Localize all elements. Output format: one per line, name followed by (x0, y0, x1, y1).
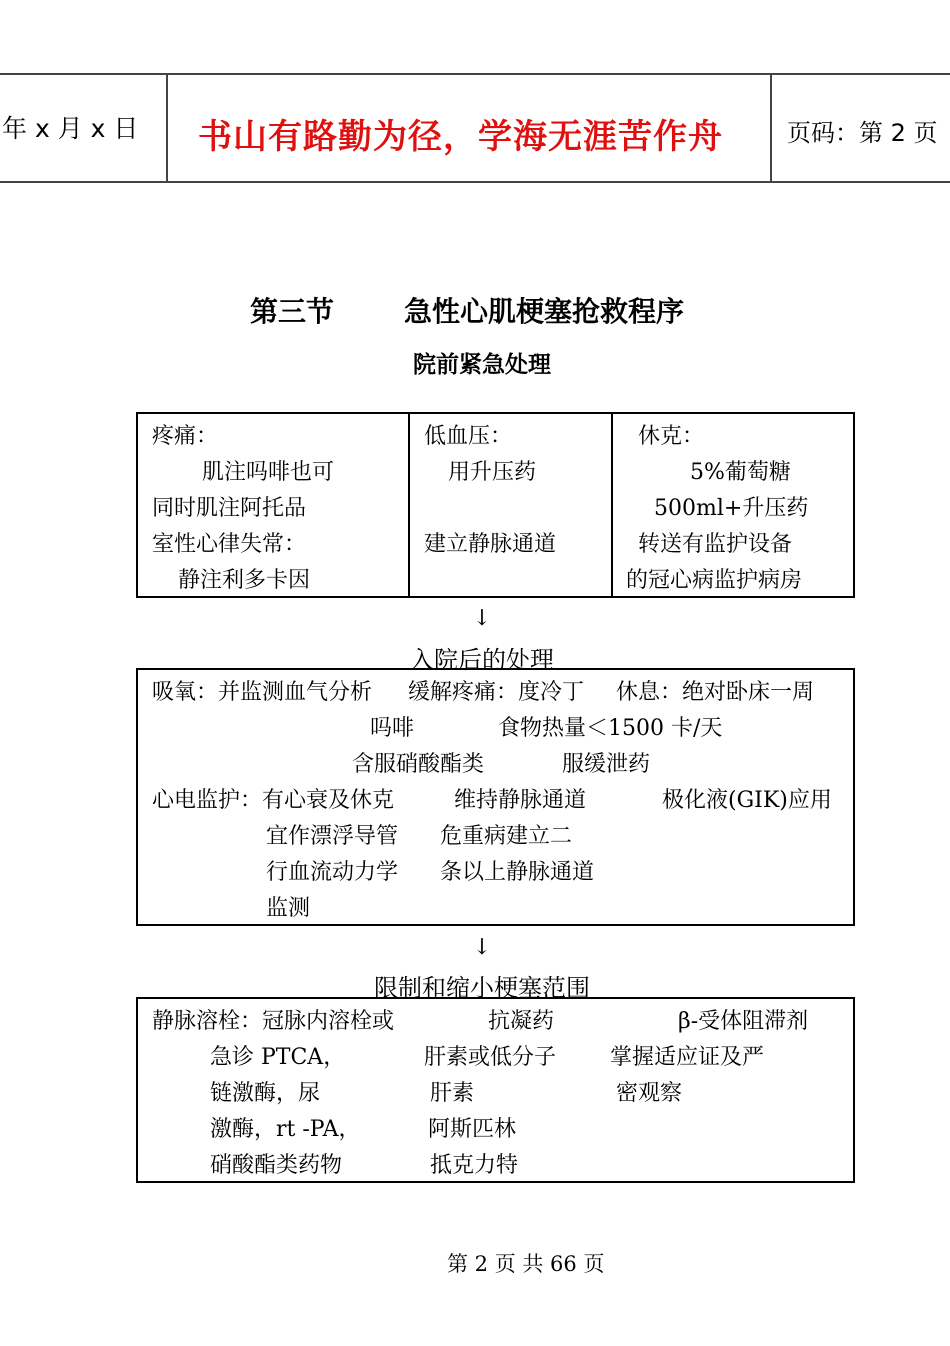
prehospital-box (136, 412, 855, 598)
section-heading: 入院后的处理 (410, 646, 554, 674)
box-text: 抵克力特 (430, 1153, 519, 1178)
header-date: 年 x 月 x 日 (2, 114, 139, 143)
box-text: 危重病建立二 (440, 824, 573, 849)
box-text: 监测 (266, 896, 311, 921)
subtitle: 院前紧急处理 (413, 352, 551, 378)
hypotension-item: 用升压药 (448, 460, 537, 485)
box-text: 食物热量＜1500 卡/天 (498, 716, 723, 741)
box-text: 抗凝药 (488, 1009, 555, 1034)
infarct-box (136, 997, 855, 1183)
flow-arrow: ↓ (472, 935, 492, 960)
shock-label: 休克： (638, 424, 705, 449)
box-text: 维持静脉通道 (454, 788, 587, 813)
shock-item: 500ml+升压药 (654, 496, 809, 521)
box-text: 掌握适应证及严 (610, 1045, 765, 1070)
box-text: 吗啡 (370, 716, 415, 741)
pain-item: 肌注吗啡也可 (202, 460, 335, 485)
box-text: 条以上静脉通道 (440, 860, 595, 885)
box-text: 宜作漂浮导管 (266, 824, 399, 849)
box-text: 肝素或低分子 (424, 1045, 557, 1070)
arrhythmia-label: 室性心律失常： (152, 532, 307, 557)
page-title: 急性心肌梗塞抢救程序 (404, 295, 685, 328)
box-text: 急诊 PTCA， (210, 1045, 346, 1070)
box-text: 硝酸酯类药物 (210, 1153, 343, 1178)
box-text: 行血流动力学 (266, 860, 399, 885)
box-text: 吸氧：并监测血气分析 (152, 680, 373, 705)
pain-item: 同时肌注阿托品 (152, 496, 307, 521)
inhospital-box (136, 668, 855, 926)
shock-item: 转送有监护设备 (638, 532, 793, 557)
box-text: 含服硝酸酯类 (352, 752, 485, 777)
section-heading: 限制和缩小梗塞范围 (374, 974, 590, 1002)
box-text: 服缓泄药 (562, 752, 651, 777)
header-motto: 书山有路勤为径，学海无涯苦作舟 (198, 117, 723, 157)
header-page-label: 页码：第 2 页 (787, 119, 938, 147)
box-text: 极化液(GIK)应用 (662, 788, 832, 813)
box-text: 阿斯匹林 (428, 1117, 517, 1142)
box-text: 激酶，rt -PA， (210, 1117, 361, 1142)
shock-item: 5%葡萄糖 (690, 460, 791, 485)
page-header (0, 73, 950, 183)
box-text: 链激酶，尿 (210, 1081, 321, 1106)
shock-item: 的冠心病监护病房 (626, 568, 803, 593)
column-divider (408, 414, 410, 596)
pain-label: 疼痛： (152, 424, 219, 449)
column-divider (611, 414, 613, 596)
box-text: β-受体阻滞剂 (678, 1009, 809, 1034)
box-text: 缓解疼痛：度冷丁 (408, 680, 585, 705)
page-footer: 第 2 页 共 66 页 (447, 1252, 605, 1276)
box-text: 密观察 (616, 1081, 683, 1106)
flow-arrow: ↓ (472, 606, 492, 631)
header-divider (770, 75, 772, 181)
box-text: 肝素 (430, 1081, 475, 1106)
box-text: 心电监护：有心衰及休克 (152, 788, 395, 813)
hypotension-label: 低血压： (424, 424, 513, 449)
header-divider (166, 75, 168, 181)
arrhythmia-item: 静注利多卡因 (178, 568, 311, 593)
box-text: 休息：绝对卧床一周 (616, 680, 815, 705)
section-number: 第三节 (250, 295, 335, 328)
box-text: 静脉溶栓：冠脉内溶栓或 (152, 1009, 395, 1034)
hypotension-item: 建立静脉通道 (424, 532, 557, 557)
